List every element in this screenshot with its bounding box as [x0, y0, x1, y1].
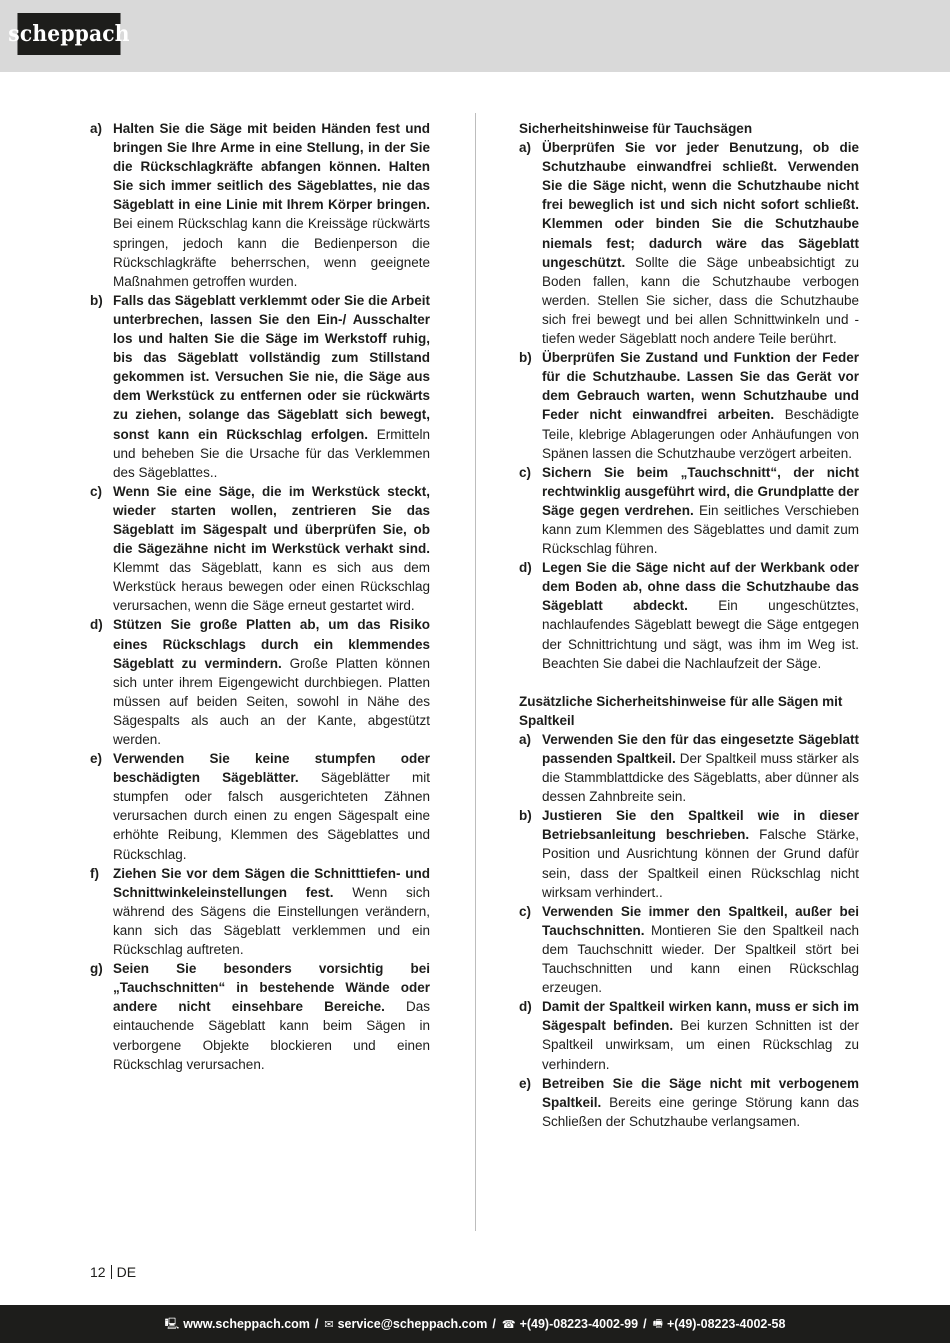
item-body	[542, 463, 859, 558]
item-marker: b)	[519, 350, 532, 366]
list-item	[519, 463, 859, 558]
list-item	[519, 730, 859, 806]
item-body	[542, 138, 859, 348]
item-marker: d)	[519, 560, 532, 576]
separator: /	[314, 1317, 319, 1331]
item-marker: a)	[519, 731, 532, 747]
item-text: Sägeblätter mit stumpfen oder falsch ausgerichteten Zähnen verursachen durch einen zu engen Sägespalt eine erhöhte Reibung, Klemmen des Sägeblattes und Rückschlag.	[113, 770, 430, 862]
item-marker: d)	[519, 999, 532, 1015]
list-item	[90, 119, 430, 291]
website-link[interactable]: www.scheppach.com	[183, 1317, 310, 1331]
language-code: DE	[116, 1264, 137, 1280]
item-body	[542, 348, 859, 463]
item-text: Ermitteln und beheben Sie die Ursache für das Verklemmen des Sägeblattes..	[113, 426, 430, 480]
item-bold-text: Damit der Spaltkeil wirken kann, muss er sich im Sägespalt befinden.	[542, 999, 859, 1034]
item-body	[113, 119, 430, 291]
column-divider	[475, 113, 476, 1231]
item-marker: b)	[519, 808, 532, 824]
list-item	[519, 348, 859, 463]
item-body	[542, 1074, 859, 1131]
email-link[interactable]: service@scheppach.com	[337, 1317, 488, 1331]
item-text: Bei einem Rückschlag kann die Kreissäge rückwärts springen, jedoch kann die Bedienperson die Rückschlagkräfte beherrschen, wenn geeignete Maßnahmen getroffen wurden.	[113, 216, 430, 289]
item-text: Montieren Sie den Spaltkeil nach dem Tauchschnitt wieder. Der Spaltkeil stört bei Tauchschnitten und kann einen Rückschlag erzeugen.	[542, 922, 859, 996]
item-marker: c)	[519, 903, 532, 919]
item-text: Sollte die Säge unbeabsichtigt zu Boden fallen, kann die Schutzhaube verbogen werden. Stellen Sie sicher, dass die Schutzhaube sich frei bewegt und bei allen Schnittwinkeln und -tiefen weder Sägeblatt noch andere Teile berührt.	[542, 254, 859, 347]
phone-number[interactable]: +(49)-08223-4002-99	[519, 1317, 639, 1331]
item-body	[542, 558, 859, 673]
item-marker: c)	[519, 464, 532, 480]
list-item	[519, 997, 859, 1073]
contact-bar	[0, 1305, 950, 1343]
fax-icon: 🖷	[652, 1317, 663, 1330]
list-item	[519, 902, 859, 997]
item-marker: e)	[519, 1075, 532, 1091]
list-item	[519, 138, 859, 348]
item-marker: e)	[90, 751, 103, 767]
list-item	[90, 615, 430, 749]
item-text: Das eintauchende Sägeblatt kann beim Sägen in verborgene Objekte blockieren und einen Rückschlag verursachen.	[113, 999, 430, 1072]
item-text: Bei kurzen Schnitten ist der Spaltkeil unwirksam, um einen Rückschlag zu verhindern.	[542, 1018, 859, 1072]
item-text: Ein seitliches Verschieben kann zum Klemmen des Sägeblattes und damit zum Rückschlag führen.	[542, 502, 859, 557]
left-column	[90, 119, 430, 1074]
item-text: Klemmt das Sägeblatt, kann es sich aus dem Werkstück heraus bewegen oder einen Rückschlag verursachen, wenn die Säge erneut gestartet wird.	[113, 560, 430, 614]
item-bold-text: Justieren Sie den Spaltkeil wie in dieser Betriebsanleitung beschrieben.	[542, 808, 859, 843]
header-bar	[0, 0, 950, 72]
item-marker: d)	[90, 617, 103, 633]
item-text: Der Spaltkeil muss stärker als die Stammblattdicke des Sägeblatts, aber dünner als dessen Zahnbreite sein.	[542, 751, 859, 805]
list-item	[90, 864, 430, 959]
email-icon: ✉	[324, 1318, 334, 1331]
item-bold-text: Verwenden Sie keine stumpfen oder beschädigten Sägeblätter.	[113, 751, 430, 786]
item-bold-text: Überprüfen Sie vor jeder Benutzung, ob die Schutzhaube einwandfrei schließt. Verwenden Sie die Säge nicht, wenn die Schutzhaube nicht frei beweglich ist und sich nicht sofort schließt. Klemmen oder binden Sie die Schutzhaube niemals fest; dadurch wäre das Sägeblatt ungeschützt.	[542, 140, 859, 270]
item-marker: b)	[90, 292, 103, 308]
item-bold-text: Halten Sie die Säge mit beiden Händen fest und bringen Sie Ihre Arme in eine Stellung, in der Sie die Rückschlagkräfte abfangen können. Halten Sie sich immer seitlich des Sägeblattes, nie das Sägeblatt in eine Linie mit Ihrem Körper bringen.	[113, 121, 430, 213]
item-text: Bereits eine geringe Störung kann das Schließen der Schutzhaube verlangsamen.	[542, 1094, 859, 1129]
page-number	[90, 1264, 136, 1280]
item-marker: f)	[90, 865, 99, 881]
item-marker: a)	[90, 121, 103, 136]
item-marker: g)	[90, 961, 103, 977]
item-body	[113, 749, 430, 864]
item-body	[113, 615, 430, 749]
phone-icon: ☎	[501, 1318, 516, 1331]
list-item	[90, 749, 430, 864]
item-text: Große Platten können sich unter ihrem Eigengewicht durchbiegen. Platten müssen auf beiden Seiten, sowohl in Nähe des Sägespalts als auch an der Kante, abgestützt werden.	[113, 655, 430, 747]
list-item	[519, 558, 859, 673]
list-item	[90, 959, 430, 1074]
right-column	[519, 119, 859, 1131]
item-marker: c)	[90, 483, 103, 499]
item-bold-text: Stützen Sie große Platten ab, um das Risiko eines Rückschlags durch ein klemmendes Sägeblatt zu vermindern.	[113, 617, 430, 671]
section-heading: Zusätzliche Sicherheitshinweise für alle Sägen mit Spaltkeil	[519, 693, 843, 728]
item-text: Ein ungeschütztes, nachlaufendes Sägeblatt bewegt die Säge entgegen der Schnittrichtung und sägt, was ihm im Weg ist. Beachten Sie dabei die Nachlaufzeit der Säge.	[542, 598, 859, 671]
item-text: Wenn sich während des Sägens die Einstellungen verändern, kann sich das Sägeblatt verklemmen und ein Rückschlag auftreten.	[113, 884, 430, 958]
list-item	[519, 806, 859, 901]
item-bold-text: Wenn Sie eine Säge, die im Werkstück steckt, wieder starten wollen, zentrieren Sie das Sägeblatt im Sägespalt und überprüfen Sie, ob die Sägezähne nicht im Werkstück verhakt sind.	[113, 483, 430, 557]
item-bold-text: Betreiben Sie die Säge nicht mit verbogenem Spaltkeil.	[542, 1075, 859, 1110]
section-heading: Sicherheitshinweise für Tauchsägen	[519, 121, 753, 136]
item-text: Falsche Stärke, Position und Ausrichtung können der Grund dafür sein, dass der Spaltkeil einen Rückschlag nicht wirksam verhindert..	[542, 827, 859, 900]
item-body	[113, 291, 430, 482]
list-item	[90, 291, 430, 482]
item-body	[113, 864, 430, 959]
item-text: Beschädigte Teile, klebrige Ablagerungen oder Anhäufungen von Spänen lassen die Schutzhaube verzögert arbeiten.	[542, 407, 859, 461]
separator: /	[492, 1317, 496, 1331]
item-bold-text: Legen Sie die Säge nicht auf der Werkbank oder dem Boden ab, ohne dass die Schutzhaube das Sägeblatt abdeckt.	[542, 560, 859, 614]
item-body	[542, 997, 859, 1073]
page-number-separator	[111, 1265, 112, 1279]
item-bold-text: Ziehen Sie vor dem Sägen die Schnitttiefen- und Schnittwinkeleinstellungen fest.	[113, 865, 430, 900]
page-number-value: 12	[90, 1264, 106, 1280]
computer-icon: 🖳	[164, 1317, 180, 1330]
item-body	[542, 806, 859, 901]
scheppach-logo: scheppach	[17, 13, 120, 55]
list-item	[519, 1074, 859, 1131]
item-bold-text: Sichern Sie beim „Tauchschnitt“, der nicht rechtwinklig ausgeführt wird, die Grundplatte der Säge gegen verdrehen.	[542, 464, 859, 518]
item-body	[113, 959, 430, 1074]
list-item	[90, 482, 430, 616]
item-body	[113, 482, 430, 616]
item-body	[542, 902, 859, 997]
separator: /	[643, 1317, 647, 1331]
item-bold-text: Falls das Sägeblatt verklemmt oder Sie die Arbeit unterbrechen, lassen Sie den Ein-/ Ausschalter los und halten Sie die Säge im Werkstoff ruhig, bis das Sägeblatt vollständig zum Stillstand gekommen ist. Versuchen Sie nie, die Säge aus dem Werkstück zu entfernen oder sie rückwärts zu ziehen, solange das Sägeblatt sich bewegt, sonst kann ein Rückschlag erfolgen.	[113, 292, 430, 442]
item-bold-text: Überprüfen Sie Zustand und Funktion der Feder für die Schutzhaube. Lassen Sie das Gerät vor dem Gebrauch warten, wenn Schutzhaube und Feder nicht einwandfrei arbeiten.	[542, 350, 859, 423]
item-bold-text: Seien Sie besonders vorsichtig bei „Tauchschnitten“ in bestehende Wände oder andere nicht einsehbare Bereiche.	[113, 961, 430, 1015]
item-bold-text: Verwenden Sie den für das eingesetzte Sägeblatt passenden Spaltkeil.	[542, 731, 859, 766]
fax-number: +(49)-08223-4002-58	[666, 1317, 786, 1331]
item-marker: a)	[519, 140, 532, 156]
item-body	[542, 730, 859, 806]
item-bold-text: Verwenden Sie immer den Spaltkeil, außer bei Tauchschnitten.	[542, 903, 859, 938]
